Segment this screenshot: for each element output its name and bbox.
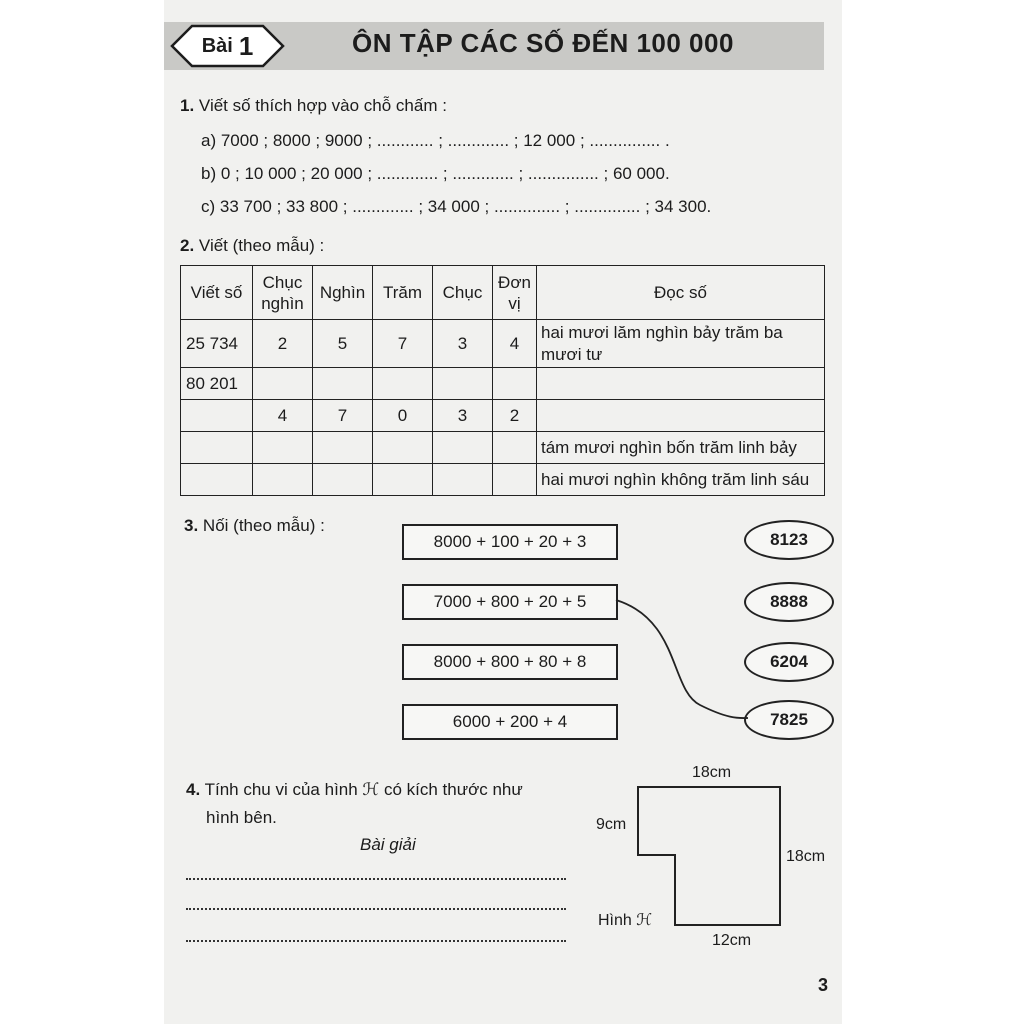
header-cell: Đọc số: [537, 266, 825, 320]
q1-prompt: Viết số thích hợp vào chỗ chấm :: [198, 96, 447, 115]
page-number: 3: [818, 975, 829, 995]
expression-box[interactable]: 7000 + 800 + 20 + 5: [402, 584, 618, 620]
expression-box[interactable]: 8000 + 800 + 80 + 8: [402, 644, 618, 680]
header-cell: Chục nghìn: [253, 266, 313, 320]
figure-left-label: 9cm: [596, 816, 627, 833]
table-cell: 3: [433, 320, 493, 368]
lesson-title: ÔN TẬP CÁC SỐ ĐẾN 100 000: [352, 28, 734, 58]
figure-name-label: Hình ℋ: [598, 912, 653, 929]
header-cell: Viết số: [181, 266, 253, 320]
table-cell: 2: [493, 400, 537, 432]
header-cell: Trăm: [373, 266, 433, 320]
q4-number: 4.: [186, 780, 201, 799]
table-cell: hai mươi lăm nghìn bảy trăm ba mươi tư: [537, 320, 825, 368]
expression-box[interactable]: 6000 + 200 + 4: [402, 704, 618, 740]
result-oval[interactable]: 8888: [744, 582, 834, 622]
header-cell: Nghìn: [313, 266, 373, 320]
q2-prompt: Viết (theo mẫu) :: [198, 236, 325, 255]
table-cell: 5: [313, 320, 373, 368]
table-cell: 25 734: [181, 320, 253, 368]
lesson-word: Bài: [201, 34, 233, 57]
q3-prompt: Nối (theo mẫu) :: [202, 516, 325, 535]
header-cell: Đơn vị: [493, 266, 537, 320]
figure-top-label: 18cm: [692, 764, 732, 781]
solution-label: Bài giải: [360, 835, 416, 854]
result-oval[interactable]: 7825: [744, 700, 834, 740]
expression-box[interactable]: 8000 + 100 + 20 + 3: [402, 524, 618, 560]
table-cell: 7: [373, 320, 433, 368]
table-cell: 0: [373, 400, 433, 432]
table-cell: 2: [253, 320, 313, 368]
header-cell: Chục: [433, 266, 493, 320]
q2-number: 2.: [180, 236, 195, 255]
q4-prompt-line1: Tính chu vi của hình ℋ có kích thước như: [204, 780, 523, 799]
q1-line-b: b) 0 ; 10 000 ; 20 000 ; ............. ; ............. ; ............... ; 60 000.: [201, 164, 670, 183]
table-cell: 80 201: [181, 368, 253, 400]
q1-line-c: c) 33 700 ; 33 800 ; ............. ; 34 000 ; .............. ; .............. ; 34 300.: [201, 197, 712, 216]
lesson-number: 1: [238, 30, 254, 61]
q1-line-a: a) 7000 ; 8000 ; 9000 ; ............ ; ............. ; 12 000 ; ............... .: [201, 131, 670, 150]
q1-number: 1.: [180, 96, 195, 115]
table-cell: 3: [433, 400, 493, 432]
figure-right-label: 18cm: [786, 848, 826, 865]
table-cell: tám mươi nghìn bốn trăm linh bảy: [537, 432, 825, 464]
result-oval[interactable]: 6204: [744, 642, 834, 682]
result-oval[interactable]: 8123: [744, 520, 834, 560]
table-cell: 4: [253, 400, 313, 432]
table-cell: 7: [313, 400, 373, 432]
q3-number: 3.: [184, 516, 199, 535]
q4-prompt-line2: hình bên.: [206, 808, 277, 827]
figure-h-outline: [638, 787, 780, 925]
figure-bottom-label: 12cm: [712, 932, 752, 949]
table-cell: 4: [493, 320, 537, 368]
table-cell: hai mươi nghìn không trăm linh sáu: [537, 464, 825, 496]
